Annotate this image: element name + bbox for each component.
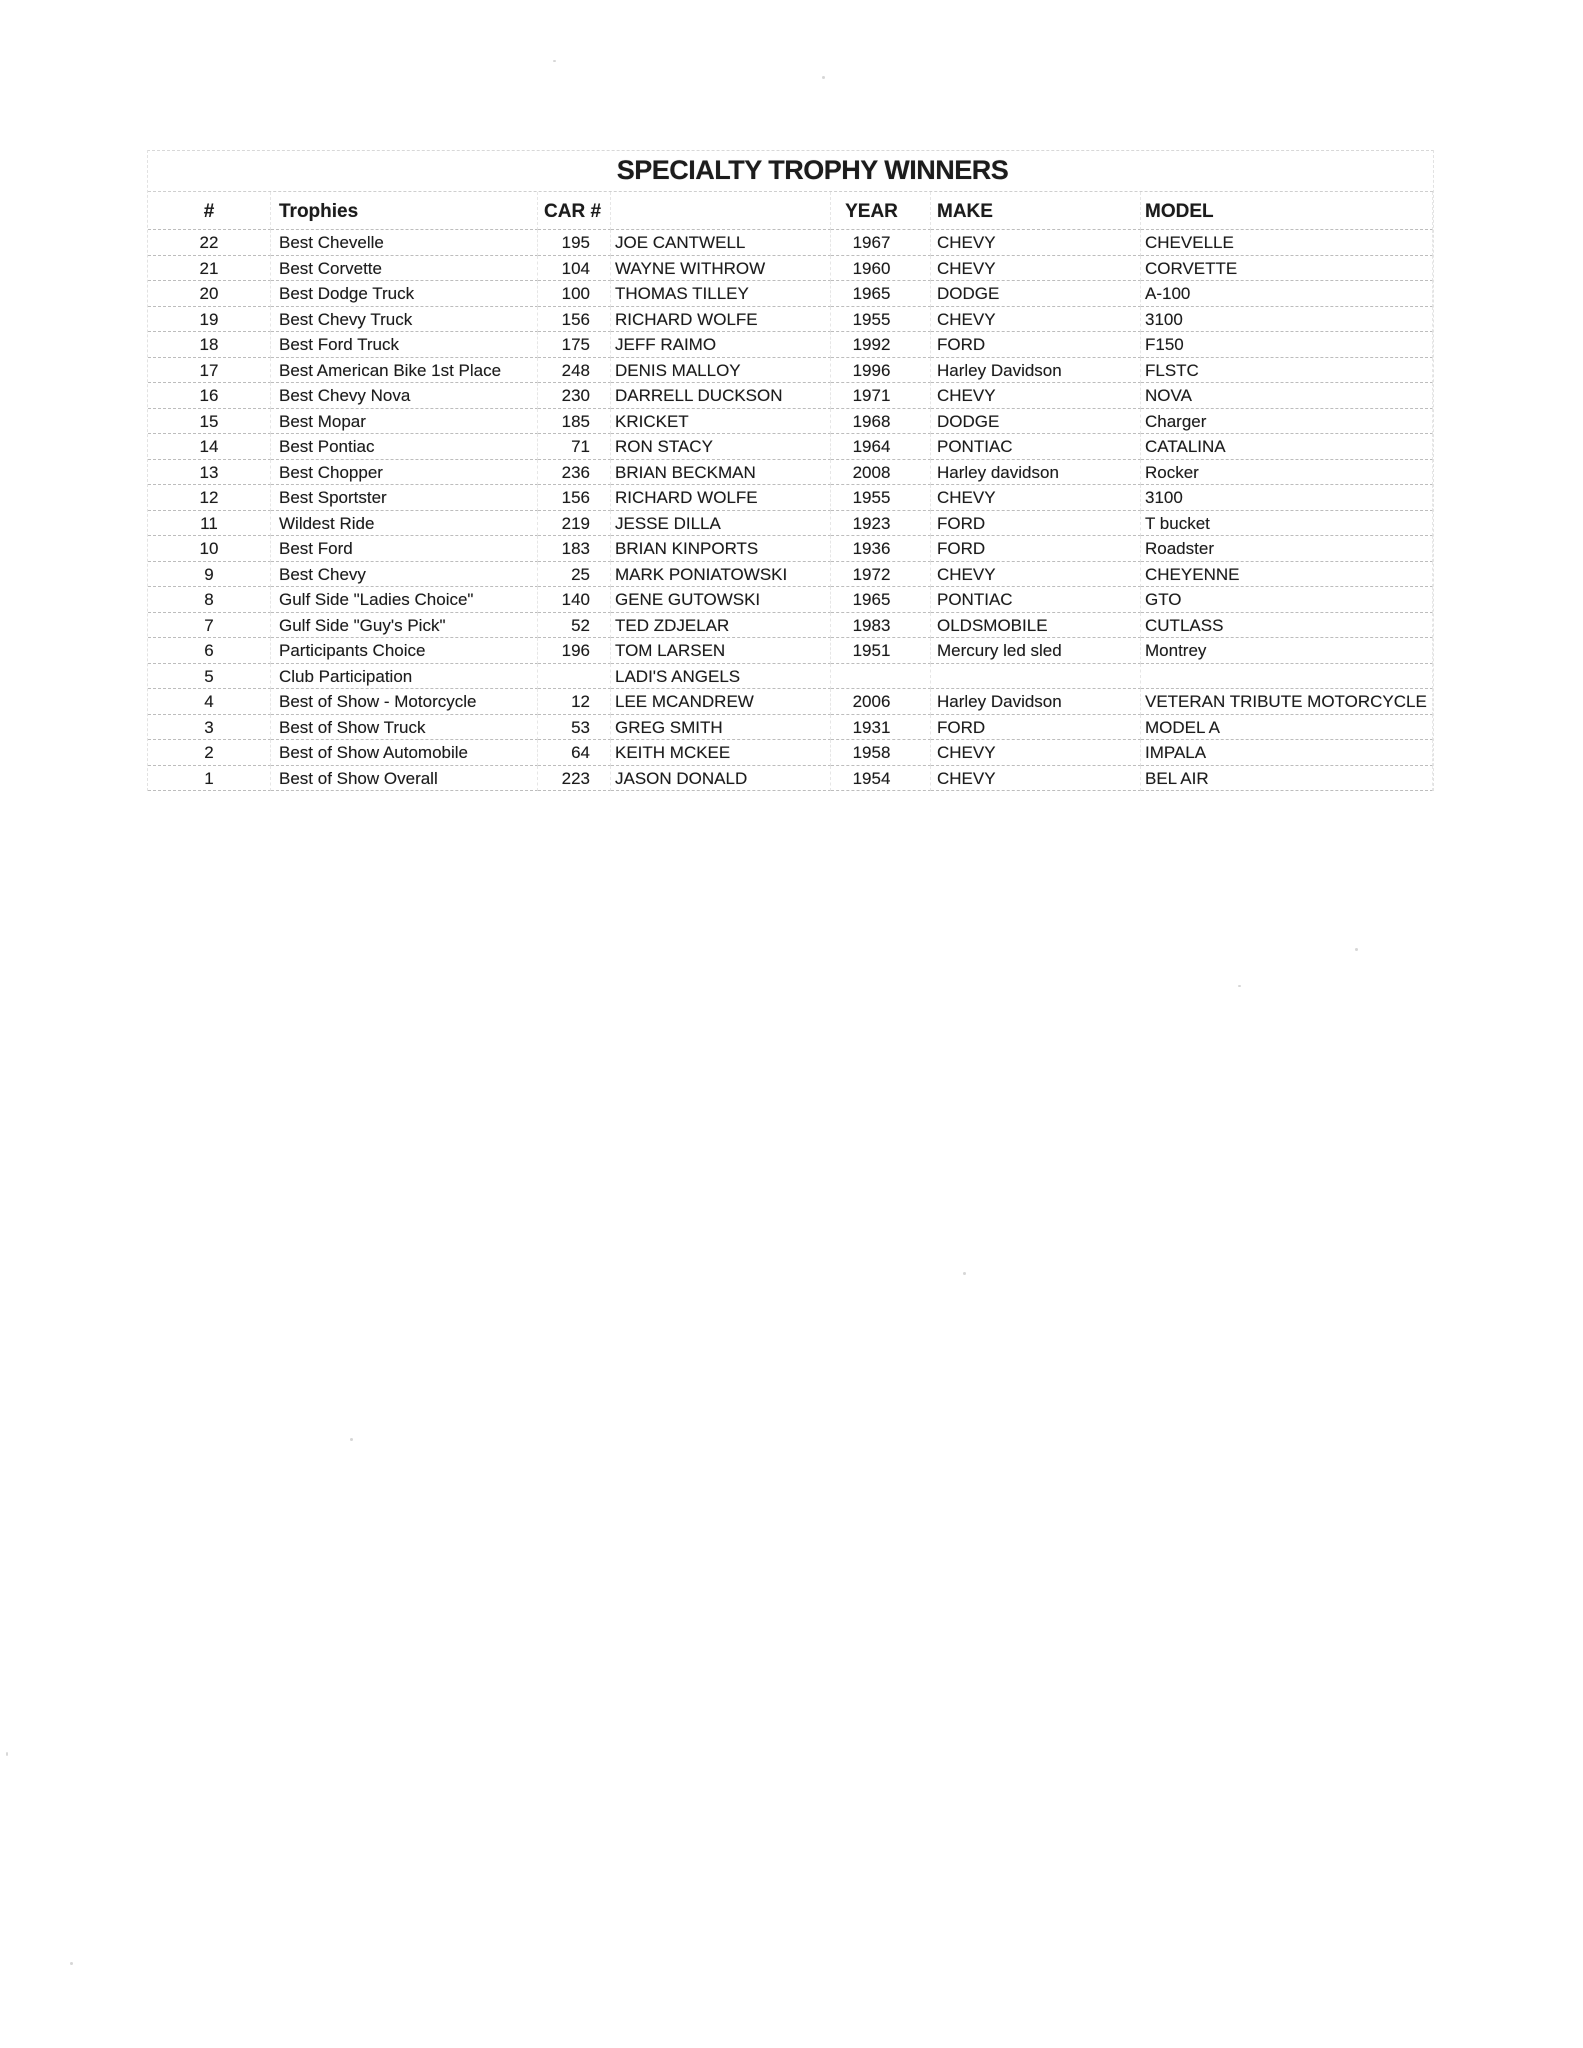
cell-make: FORD — [931, 536, 1141, 562]
cell-trophy: Best of Show Automobile — [271, 740, 538, 766]
cell-trophy: Gulf Side "Guy's Pick" — [271, 613, 538, 639]
cell-number: 22 — [148, 230, 271, 256]
table-row — [148, 485, 1433, 511]
cell-model: 3100 — [1141, 307, 1433, 333]
cell-trophy: Best American Bike 1st Place — [271, 358, 538, 384]
cell-year: 2008 — [831, 460, 931, 486]
cell-car-number: 140 — [538, 587, 611, 613]
cell-trophy: Best of Show - Motorcycle — [271, 689, 538, 715]
cell-number: 11 — [148, 511, 271, 537]
cell-year: 1951 — [831, 638, 931, 664]
trophy-winners-table — [147, 150, 1434, 791]
cell-trophy: Best Ford — [271, 536, 538, 562]
cell-car-number: 25 — [538, 562, 611, 588]
cell-make: PONTIAC — [931, 434, 1141, 460]
table-row — [148, 281, 1433, 307]
cell-number: 12 — [148, 485, 271, 511]
cell-car-number: 12 — [538, 689, 611, 715]
cell-winner-name: LADI'S ANGELS — [611, 664, 831, 690]
cell-make: CHEVY — [931, 256, 1141, 282]
cell-year: 1965 — [831, 281, 931, 307]
cell-make: CHEVY — [931, 562, 1141, 588]
cell-number: 18 — [148, 332, 271, 358]
cell-model: Roadster — [1141, 536, 1433, 562]
cell-winner-name: LEE MCANDREW — [611, 689, 831, 715]
cell-trophy: Best Pontiac — [271, 434, 538, 460]
cell-car-number: 236 — [538, 460, 611, 486]
table-row — [148, 409, 1433, 435]
header-year: YEAR — [831, 192, 931, 230]
cell-trophy: Club Participation — [271, 664, 538, 690]
cell-winner-name: MARK PONIATOWSKI — [611, 562, 831, 588]
scan-speck — [553, 60, 556, 62]
cell-model: F150 — [1141, 332, 1433, 358]
cell-winner-name: JEFF RAIMO — [611, 332, 831, 358]
cell-car-number: 196 — [538, 638, 611, 664]
cell-year: 1971 — [831, 383, 931, 409]
header-car-number: CAR # — [538, 192, 611, 230]
cell-number: 10 — [148, 536, 271, 562]
scan-speck — [70, 1962, 73, 1965]
cell-car-number: 53 — [538, 715, 611, 741]
table-row — [148, 740, 1433, 766]
table-row — [148, 766, 1433, 792]
cell-model: Rocker — [1141, 460, 1433, 486]
table-row — [148, 613, 1433, 639]
cell-winner-name: DARRELL DUCKSON — [611, 383, 831, 409]
cell-number: 14 — [148, 434, 271, 460]
cell-winner-name: JOE CANTWELL — [611, 230, 831, 256]
table-header-row — [148, 192, 1433, 230]
cell-model: Montrey — [1141, 638, 1433, 664]
cell-make: CHEVY — [931, 230, 1141, 256]
cell-winner-name: GENE GUTOWSKI — [611, 587, 831, 613]
table-row — [148, 664, 1433, 690]
table-row — [148, 460, 1433, 486]
cell-number: 8 — [148, 587, 271, 613]
cell-winner-name: GREG SMITH — [611, 715, 831, 741]
cell-number: 20 — [148, 281, 271, 307]
cell-car-number: 183 — [538, 536, 611, 562]
cell-winner-name: BRIAN KINPORTS — [611, 536, 831, 562]
table-row — [148, 638, 1433, 664]
cell-trophy: Best Dodge Truck — [271, 281, 538, 307]
cell-year: 1972 — [831, 562, 931, 588]
cell-year: 1960 — [831, 256, 931, 282]
table-row — [148, 689, 1433, 715]
cell-year: 1996 — [831, 358, 931, 384]
cell-trophy: Best Chevy Nova — [271, 383, 538, 409]
table-row — [148, 358, 1433, 384]
cell-year: 1958 — [831, 740, 931, 766]
cell-number: 6 — [148, 638, 271, 664]
cell-year: 1983 — [831, 613, 931, 639]
cell-make: DODGE — [931, 281, 1141, 307]
header-model: MODEL — [1141, 192, 1433, 230]
cell-winner-name: BRIAN BECKMAN — [611, 460, 831, 486]
cell-trophy: Gulf Side "Ladies Choice" — [271, 587, 538, 613]
cell-winner-name: DENIS MALLOY — [611, 358, 831, 384]
cell-winner-name: WAYNE WITHROW — [611, 256, 831, 282]
cell-winner-name: THOMAS TILLEY — [611, 281, 831, 307]
cell-model: Charger — [1141, 409, 1433, 435]
cell-model: CATALINA — [1141, 434, 1433, 460]
cell-year: 1992 — [831, 332, 931, 358]
cell-winner-name: TOM LARSEN — [611, 638, 831, 664]
cell-model: VETERAN TRIBUTE MOTORCYCLE — [1141, 689, 1433, 715]
cell-trophy: Best Mopar — [271, 409, 538, 435]
cell-year: 1968 — [831, 409, 931, 435]
cell-make: FORD — [931, 511, 1141, 537]
cell-year: 1967 — [831, 230, 931, 256]
cell-model: CORVETTE — [1141, 256, 1433, 282]
table-row — [148, 256, 1433, 282]
cell-trophy: Best Chopper — [271, 460, 538, 486]
cell-model: FLSTC — [1141, 358, 1433, 384]
table-body — [148, 230, 1433, 791]
table-row — [148, 536, 1433, 562]
cell-make: FORD — [931, 715, 1141, 741]
cell-year: 1955 — [831, 485, 931, 511]
cell-year: 2006 — [831, 689, 931, 715]
cell-year: 1954 — [831, 766, 931, 792]
scan-speck — [822, 76, 825, 79]
cell-car-number: 185 — [538, 409, 611, 435]
cell-make: CHEVY — [931, 766, 1141, 792]
table-row — [148, 715, 1433, 741]
cell-trophy: Best Chevy Truck — [271, 307, 538, 333]
cell-number: 9 — [148, 562, 271, 588]
cell-year: 1931 — [831, 715, 931, 741]
table-row — [148, 230, 1433, 256]
cell-make: CHEVY — [931, 740, 1141, 766]
scan-speck — [963, 1272, 966, 1275]
cell-year: 1964 — [831, 434, 931, 460]
cell-trophy: Best Sportster — [271, 485, 538, 511]
cell-year: 1955 — [831, 307, 931, 333]
cell-winner-name: KEITH MCKEE — [611, 740, 831, 766]
cell-model: GTO — [1141, 587, 1433, 613]
cell-number: 15 — [148, 409, 271, 435]
table-row — [148, 383, 1433, 409]
table-row — [148, 562, 1433, 588]
cell-car-number — [538, 664, 611, 690]
cell-car-number: 64 — [538, 740, 611, 766]
cell-car-number: 230 — [538, 383, 611, 409]
cell-number: 3 — [148, 715, 271, 741]
cell-number: 21 — [148, 256, 271, 282]
cell-trophy: Best Ford Truck — [271, 332, 538, 358]
cell-number: 4 — [148, 689, 271, 715]
cell-winner-name: RON STACY — [611, 434, 831, 460]
cell-model: IMPALA — [1141, 740, 1433, 766]
cell-winner-name: TED ZDJELAR — [611, 613, 831, 639]
cell-model — [1141, 664, 1433, 690]
cell-trophy: Best of Show Overall — [271, 766, 538, 792]
table-row — [148, 587, 1433, 613]
cell-make: Harley davidson — [931, 460, 1141, 486]
cell-year: 1965 — [831, 587, 931, 613]
cell-model: A-100 — [1141, 281, 1433, 307]
cell-make: Mercury led sled — [931, 638, 1141, 664]
cell-make: Harley Davidson — [931, 358, 1141, 384]
cell-car-number: 248 — [538, 358, 611, 384]
cell-make: FORD — [931, 332, 1141, 358]
cell-car-number: 71 — [538, 434, 611, 460]
cell-model: 3100 — [1141, 485, 1433, 511]
cell-car-number: 52 — [538, 613, 611, 639]
table-title-row — [148, 151, 1433, 192]
cell-trophy: Best Chevy — [271, 562, 538, 588]
cell-make: OLDSMOBILE — [931, 613, 1141, 639]
cell-year — [831, 664, 931, 690]
cell-make: DODGE — [931, 409, 1141, 435]
cell-trophy: Participants Choice — [271, 638, 538, 664]
cell-model: CHEYENNE — [1141, 562, 1433, 588]
cell-car-number: 223 — [538, 766, 611, 792]
cell-model: MODEL A — [1141, 715, 1433, 741]
cell-car-number: 156 — [538, 307, 611, 333]
cell-number: 19 — [148, 307, 271, 333]
cell-number: 17 — [148, 358, 271, 384]
cell-trophy: Best Chevelle — [271, 230, 538, 256]
cell-winner-name: JESSE DILLA — [611, 511, 831, 537]
page-title: SPECIALTY TROPHY WINNERS — [616, 155, 1009, 185]
cell-winner-name: RICHARD WOLFE — [611, 307, 831, 333]
cell-model: T bucket — [1141, 511, 1433, 537]
cell-model: NOVA — [1141, 383, 1433, 409]
cell-make: CHEVY — [931, 307, 1141, 333]
cell-model: CUTLASS — [1141, 613, 1433, 639]
header-make: MAKE — [931, 192, 1141, 230]
cell-make: CHEVY — [931, 485, 1141, 511]
cell-winner-name: RICHARD WOLFE — [611, 485, 831, 511]
cell-car-number: 156 — [538, 485, 611, 511]
header-winner-name — [611, 192, 831, 230]
cell-number: 16 — [148, 383, 271, 409]
cell-winner-name: JASON DONALD — [611, 766, 831, 792]
table-row — [148, 307, 1433, 333]
cell-number: 1 — [148, 766, 271, 792]
cell-car-number: 195 — [538, 230, 611, 256]
table-row — [148, 434, 1433, 460]
cell-trophy: Wildest Ride — [271, 511, 538, 537]
header-number: # — [148, 192, 271, 230]
cell-car-number: 104 — [538, 256, 611, 282]
scan-speck — [1238, 985, 1241, 987]
cell-year: 1923 — [831, 511, 931, 537]
scan-speck — [350, 1438, 353, 1441]
cell-trophy: Best of Show Truck — [271, 715, 538, 741]
cell-year: 1936 — [831, 536, 931, 562]
scan-speck — [1355, 948, 1358, 951]
table-row — [148, 332, 1433, 358]
cell-car-number: 100 — [538, 281, 611, 307]
cell-number: 5 — [148, 664, 271, 690]
cell-model: CHEVELLE — [1141, 230, 1433, 256]
cell-make: PONTIAC — [931, 587, 1141, 613]
cell-number: 7 — [148, 613, 271, 639]
table-row — [148, 511, 1433, 537]
cell-make: Harley Davidson — [931, 689, 1141, 715]
cell-car-number: 175 — [538, 332, 611, 358]
cell-car-number: 219 — [538, 511, 611, 537]
cell-make: CHEVY — [931, 383, 1141, 409]
cell-winner-name: KRICKET — [611, 409, 831, 435]
cell-model: BEL AIR — [1141, 766, 1433, 792]
scan-speck — [6, 1752, 8, 1756]
cell-number: 13 — [148, 460, 271, 486]
cell-make — [931, 664, 1141, 690]
cell-number: 2 — [148, 740, 271, 766]
cell-trophy: Best Corvette — [271, 256, 538, 282]
header-trophies: Trophies — [271, 192, 538, 230]
